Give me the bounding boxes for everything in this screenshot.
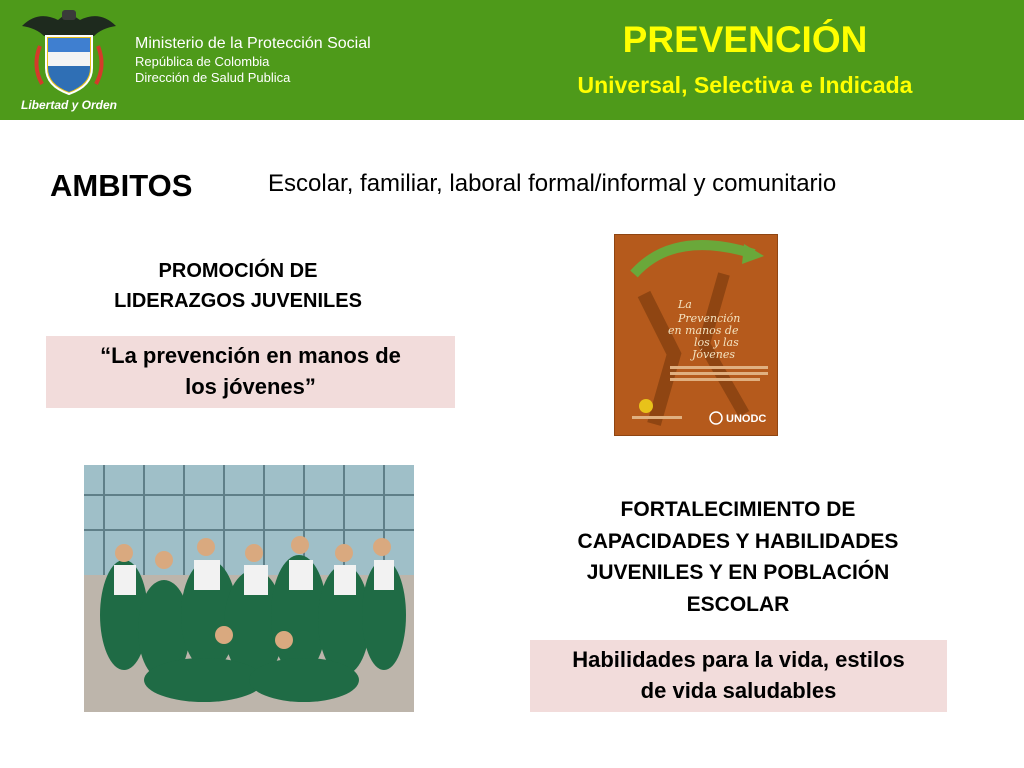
header-banner: [0, 0, 1024, 120]
skills-heading-line3: JUVENILES Y EN POBLACIÓN: [586, 561, 890, 584]
ministry-name: Ministerio de la Protección Social: [135, 35, 371, 52]
page-title: PREVENCIÓN: [622, 19, 868, 60]
ministry-direction: Dirección de Salud Publica: [135, 70, 291, 86]
coat-of-arms-mini-icon: [639, 399, 653, 413]
book-title-line2: Prevención: [678, 312, 741, 325]
life-skills-line2: de vida saludables: [640, 678, 837, 703]
book-title-line5: Jóvenes: [692, 348, 735, 361]
book-title-line4: los y las: [694, 336, 739, 349]
ambitos-text: Escolar, familiar, laboral formal/informal y comunitario: [268, 170, 837, 197]
life-skills-line1: Habilidades para la vida, estilos: [572, 647, 905, 673]
book-cover-image: [614, 234, 778, 436]
book-title-line1: La: [678, 298, 692, 311]
prevention-quote-box: [46, 336, 455, 408]
condor-shield-icon: [18, 6, 120, 98]
page-subtitle: Universal, Selectiva e Indicada: [577, 72, 913, 98]
unodc-logo-text: UNODC: [726, 413, 767, 425]
colombia-coat-of-arms-logo: [18, 6, 120, 116]
life-skills-box: [530, 640, 947, 712]
leadership-heading-line2: LIDERAZGOS JUVENILES: [114, 290, 362, 312]
skills-heading-line1: FORTALECIMIENTO DE: [620, 498, 856, 521]
ministry-country: República de Colombia: [135, 54, 270, 69]
students-group-photo: [84, 465, 414, 712]
skills-heading-line4: ESCOLAR: [686, 592, 790, 616]
leadership-heading-line1: PROMOCIÓN DE: [158, 260, 318, 282]
skills-heading: [528, 494, 948, 620]
seal-motto: Libertad y Orden: [20, 98, 118, 112]
book-title-line3: en manos de: [668, 324, 739, 337]
quote-line2: los jóvenes”: [185, 374, 316, 399]
skills-heading-line2: CAPACIDADES Y HABILIDADES: [577, 529, 899, 553]
ministry-block: [135, 34, 371, 87]
leadership-heading: [60, 256, 416, 316]
ambitos-label: AMBITOS: [50, 168, 193, 203]
quote-line1: “La prevención en manos de: [100, 343, 401, 369]
